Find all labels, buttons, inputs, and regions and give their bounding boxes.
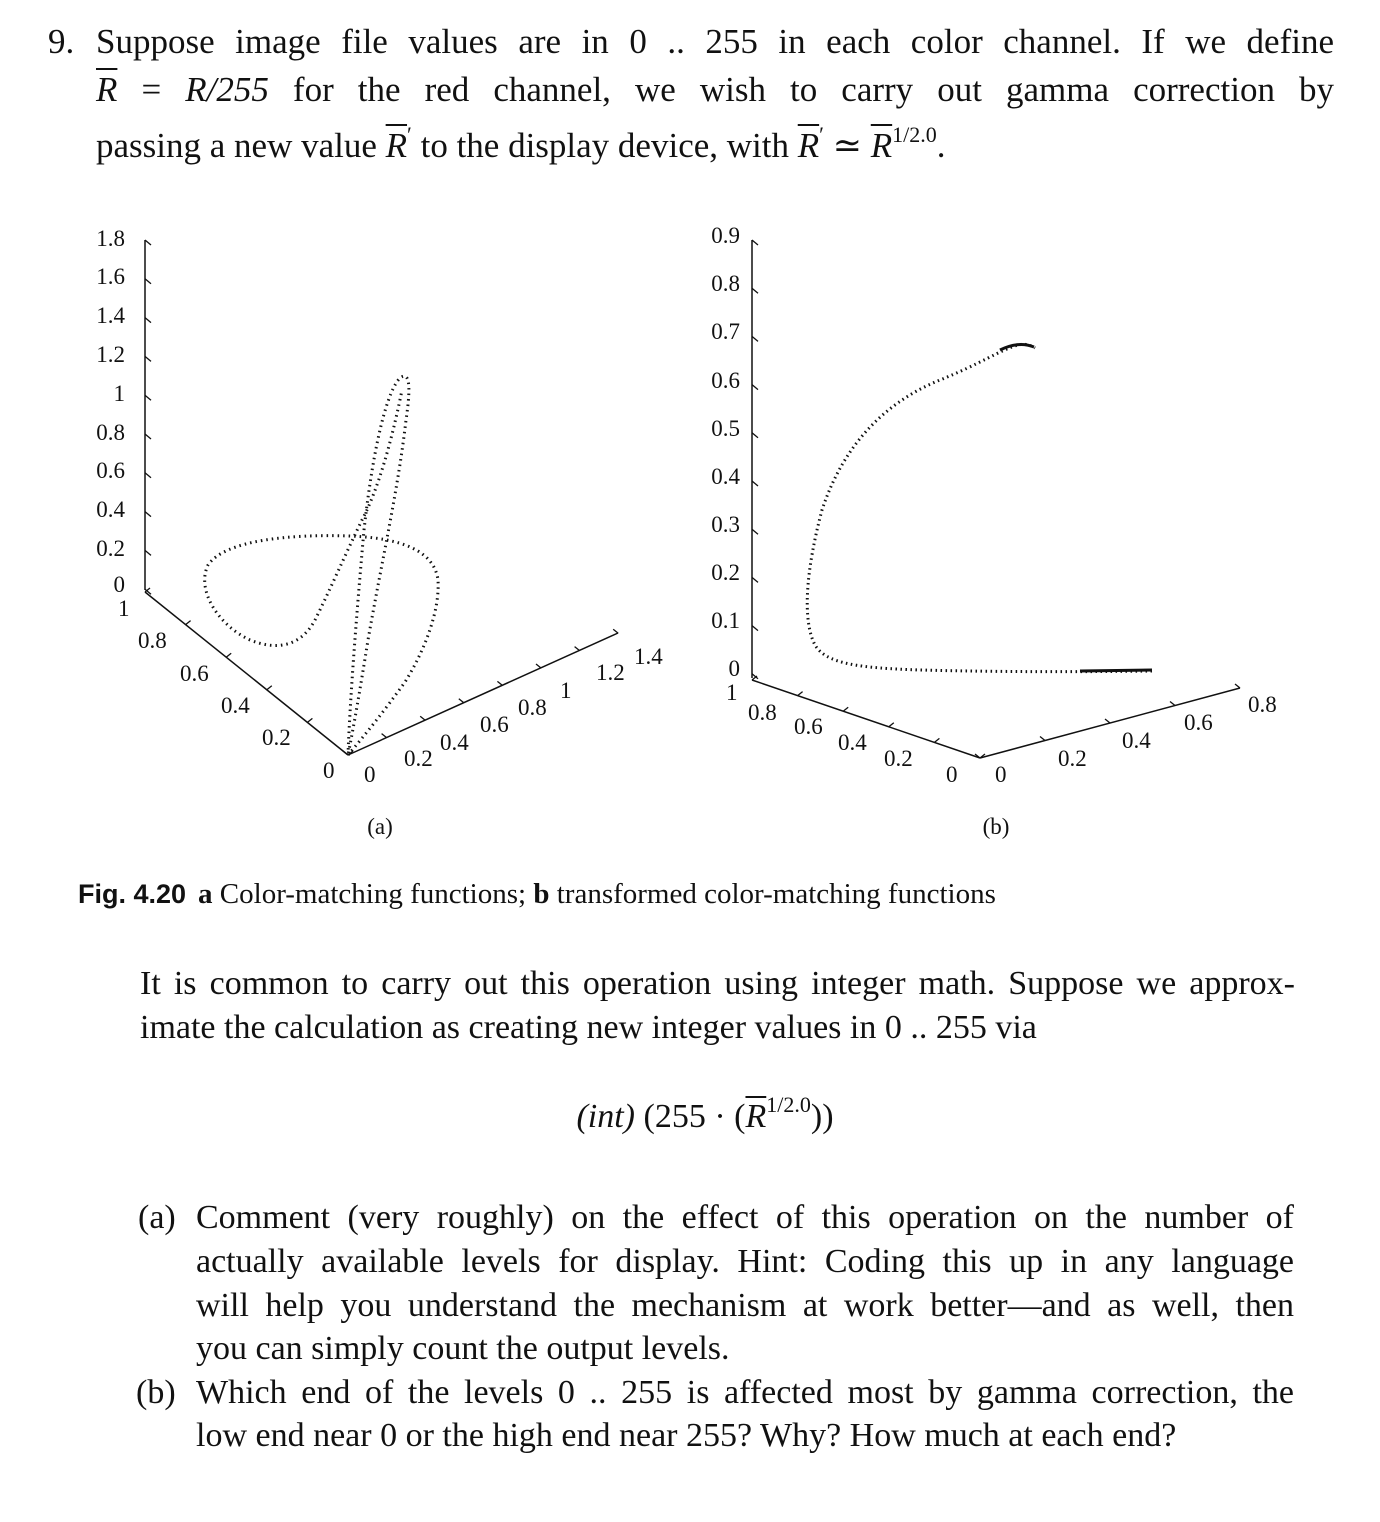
item-a-line: Comment (very roughly) on the effect of this operation on the number of: [196, 1199, 1294, 1236]
panel-b-right-tick: 0.8: [1248, 692, 1277, 717]
axis-tick: [889, 723, 894, 727]
axis-tick: [843, 707, 848, 711]
panel-b-right-tick-labels: [995, 692, 1277, 787]
r-prime-bar: $\overline{R}$: [385, 126, 408, 165]
axis-tick: [145, 279, 151, 284]
axis-tick: [145, 356, 151, 361]
figure-caption: [78, 874, 996, 914]
panel-a-z-tick: 1.6: [96, 264, 125, 289]
axis-tick: [752, 529, 758, 534]
item-b-line: Which end of the levels 0 .. 255 is affected most by gamma correction, the: [196, 1374, 1294, 1411]
panel-a-right-tick: 0.4: [440, 730, 469, 755]
formula-r-bar: $\overline{R}$: [745, 1098, 767, 1135]
panel-b-curve: [807, 344, 1152, 671]
axis-tick: [420, 716, 425, 720]
item-a-label: (a): [138, 1199, 176, 1236]
axis-tick: [226, 653, 231, 657]
panel-a-right-tick: 0.8: [518, 695, 547, 720]
axis-tick: [145, 318, 151, 323]
panel-b-z-tick: 0.9: [711, 223, 740, 248]
item-a-line: actually available levels for display. Hint: Coding this up in any language: [196, 1243, 1294, 1280]
panel-a-left-tick: 0: [323, 758, 335, 783]
caption-a-marker: a: [198, 878, 213, 910]
approx-sign: ≃: [823, 126, 871, 165]
axis-tick: [145, 550, 151, 555]
formula-int: (int): [576, 1098, 635, 1135]
problem-line-3-text-b: to the display device, with: [411, 126, 798, 165]
axis-tick: [752, 288, 758, 293]
axis-tick: [1105, 719, 1110, 723]
problem-line-1: Suppose image file values are in 0 .. 255 in each color channel. If we define: [96, 22, 1334, 61]
formula-end: )): [810, 1098, 834, 1135]
axis-tick: [1235, 684, 1240, 688]
panel-b-left-tick: 0.8: [748, 700, 777, 725]
panel-a-left-tick: 1: [118, 596, 130, 621]
panel-a-right-tick: 0.2: [404, 746, 433, 771]
problem-line-2-text: for the red channel, we wish to carry out gamma correction by: [268, 70, 1334, 109]
panel-b-z-tick: 0.5: [711, 416, 740, 441]
r-prime-bar-2: $\overline{R}$: [797, 126, 820, 165]
axis-tick: [536, 664, 541, 668]
item-b-line: low end near 0 or the high end near 255? Why? How much at each end?: [196, 1417, 1177, 1454]
panel-b-label: (b): [982, 814, 1010, 839]
axis-tick: [752, 577, 758, 582]
formula-mid: (255 · (: [635, 1098, 746, 1135]
panel-b-z-tick: 0: [728, 656, 740, 681]
panel-a-right-tick: 0.6: [480, 712, 509, 737]
panel-a-curve-upper-loop: [348, 376, 409, 755]
panel-a-right-tick: 1.4: [634, 644, 663, 669]
panel-b-z-tick: 0.7: [711, 319, 740, 344]
axis-tick: [752, 385, 758, 390]
panel-a-z-tick: 0.2: [96, 536, 125, 561]
panel-b-curve-tail: [1080, 670, 1152, 671]
axis-tick: [613, 629, 618, 633]
axis-tick: [575, 647, 580, 651]
panel-a-left-tick: 0.6: [180, 661, 209, 686]
panel-b-curve-end: [1000, 345, 1034, 350]
panel-a-z-tick-labels: [96, 226, 125, 597]
axis-tick: [752, 240, 758, 245]
formula-exponent: 1/2.0: [766, 1092, 811, 1117]
panel-a-z-tick: 1.8: [96, 226, 125, 251]
axis-tick: [145, 395, 151, 400]
panel-a-left-tick: 0.8: [138, 628, 167, 653]
gamma-formula: [0, 1092, 1380, 1142]
panel-b-z-tick: 0.3: [711, 512, 740, 537]
axis-tick: [1040, 737, 1045, 741]
item-a-line: will help you understand the mechanism at work better—and as well, then: [196, 1287, 1294, 1324]
panel-a-right-tick-labels: [364, 644, 663, 787]
panel-b-right-tick: 0.2: [1058, 746, 1087, 771]
problem-line-3-text-a: passing a new value: [96, 126, 386, 165]
period: .: [936, 126, 946, 165]
panel-b-left-tick: 0.4: [838, 730, 867, 755]
panel-b-right-tick: 0: [995, 762, 1007, 787]
item-b-label: (b): [136, 1374, 176, 1411]
axis-tick: [145, 434, 151, 439]
gamma-exponent: 1/2.0: [892, 122, 937, 147]
r-bar: $\overline{R}$: [96, 70, 118, 109]
panel-a-z-tick: 0.8: [96, 420, 125, 445]
panel-b-right-tick: 0.4: [1122, 728, 1151, 753]
panel-a-tick-marks: [145, 240, 618, 755]
panel-b-z-tick: 0.6: [711, 368, 740, 393]
panel-b-left-tick: 1: [726, 680, 738, 705]
panel-a-z-tick: 0: [113, 572, 125, 597]
item-a-line: you can simply count the output levels.: [196, 1330, 730, 1367]
axis-tick: [1170, 702, 1175, 706]
r-bar-2: $\overline{R}$: [870, 126, 893, 165]
panel-a-right-tick: 0: [364, 762, 376, 787]
r-over-255: R/255: [185, 70, 269, 109]
body-line-1: It is common to carry out this operation using integer math. Suppose we approx-: [140, 965, 1295, 1002]
prime-mark-2: ′: [819, 122, 824, 147]
panel-a-left-axis: [145, 592, 348, 755]
axis-tick: [752, 336, 758, 341]
axis-tick: [752, 626, 758, 631]
panel-b-left-tick: 0.2: [884, 746, 913, 771]
panel-a-left-tick: 0.2: [262, 725, 291, 750]
panel-b-z-tick: 0.2: [711, 560, 740, 585]
axis-tick: [934, 738, 939, 742]
panel-b-left-tick: 0.6: [794, 714, 823, 739]
panel-a-z-tick: 1.4: [96, 303, 125, 328]
axis-tick: [382, 734, 387, 738]
axis-tick: [145, 512, 151, 517]
panel-a-label: (a): [367, 814, 393, 839]
panel-a-z-tick: 0.4: [96, 497, 125, 522]
panel-b-left-tick-labels: [726, 680, 958, 787]
caption-b-marker: b: [533, 878, 550, 910]
axis-tick: [307, 718, 312, 722]
panel-a-right-tick: 1.2: [596, 660, 625, 685]
panel-b-plot: [711, 223, 1277, 839]
problem-number: 9.: [48, 22, 75, 61]
caption-b-text: transformed color-matching functions: [549, 878, 996, 910]
panel-b-z-tick: 0.4: [711, 464, 740, 489]
axis-tick: [459, 699, 464, 703]
panel-b-z-tick: 0.1: [711, 608, 740, 633]
axis-tick: [752, 481, 758, 486]
axis-tick: [798, 692, 803, 696]
panel-a-z-tick: 1.2: [96, 342, 125, 367]
axis-tick: [186, 621, 191, 625]
panel-a-left-tick: 0.4: [221, 693, 250, 718]
axis-tick: [145, 473, 151, 478]
panel-b-z-tick-labels: [711, 223, 740, 681]
panel-b-tick-marks: [752, 240, 1240, 758]
panel-b-left-tick: 0: [946, 762, 958, 787]
axis-tick: [267, 686, 272, 690]
body-line-2: imate the calculation as creating new integer values in 0 .. 255 via: [140, 1009, 1037, 1046]
caption-a-text: Color-matching functions;: [212, 878, 534, 910]
panel-b-right-tick: 0.6: [1184, 710, 1213, 735]
prime-mark: ′: [407, 122, 412, 147]
panel-a-right-tick: 1: [560, 678, 572, 703]
axis-tick: [752, 433, 758, 438]
panel-a-plot: [96, 226, 663, 839]
panel-a-z-tick: 1: [113, 381, 125, 406]
equals-sign: =: [117, 70, 186, 109]
panel-a-z-tick: 0.6: [96, 458, 125, 483]
axis-tick: [497, 681, 502, 685]
axis-tick: [145, 240, 151, 245]
figure-caption-label: Fig. 4.20: [78, 879, 187, 909]
panel-b-z-tick: 0.8: [711, 271, 740, 296]
